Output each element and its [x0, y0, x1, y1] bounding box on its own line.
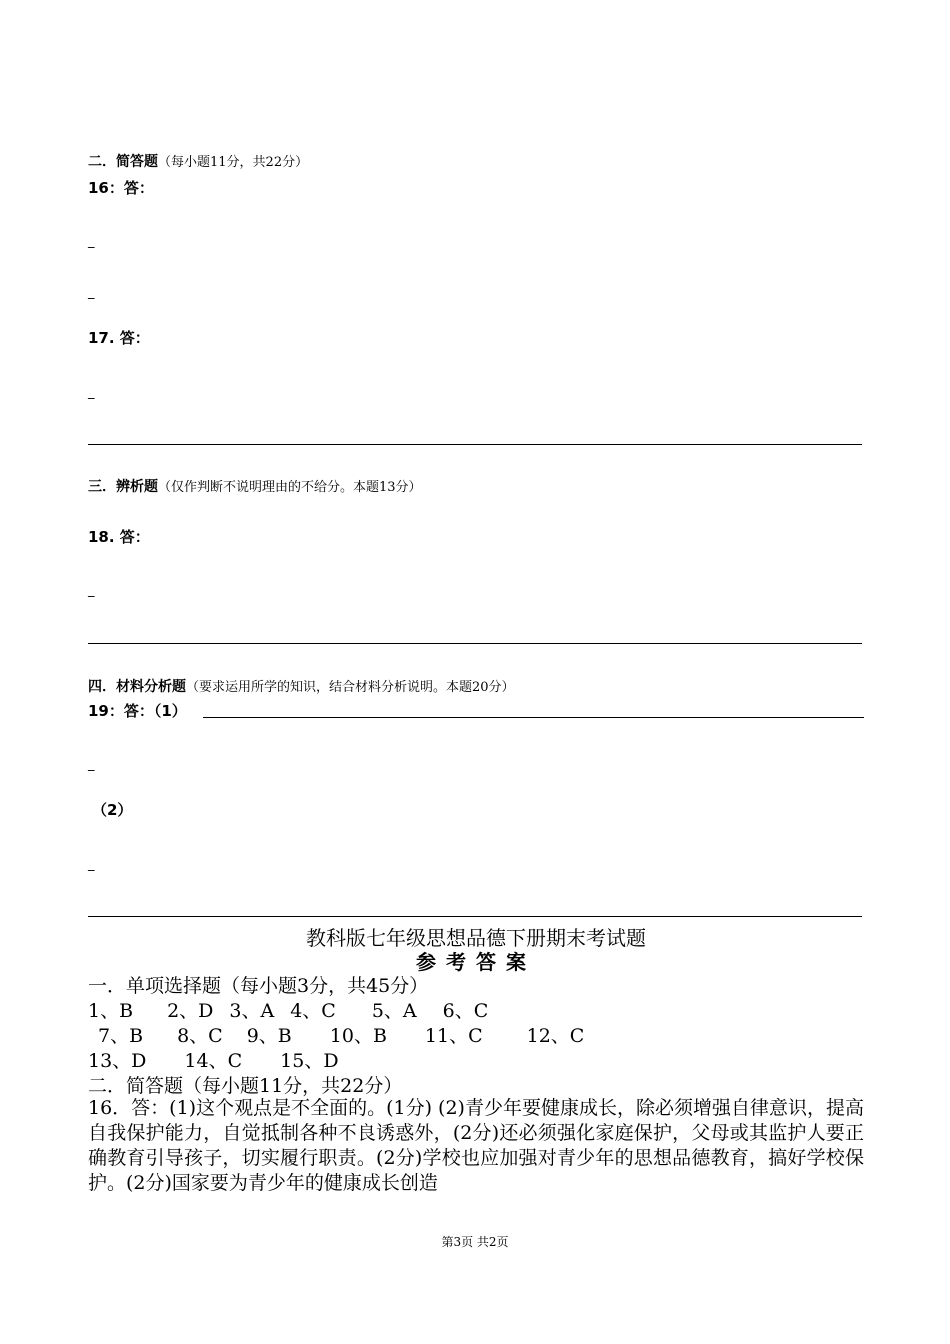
answer-item: 8、C — [177, 1025, 223, 1047]
section-4-note: （要求运用所学的知识，结合材料分析说明。本题20分） — [186, 680, 515, 695]
section-4-header — [88, 676, 515, 696]
answer-row-1 — [88, 996, 488, 1023]
answer-item: 3、A — [229, 1000, 275, 1022]
answers-title: 教科版七年级思想品德下册期末考试题 — [306, 926, 646, 950]
section-3-heading: 三．辨析题 — [88, 479, 158, 495]
section-2-heading: 二．简答题 — [88, 154, 158, 170]
answer-item: 1、B — [88, 1000, 134, 1022]
answer-blank: _ — [88, 234, 95, 249]
answer-blank: _ — [88, 385, 95, 400]
page-footer: 第3页 共2页 — [441, 1235, 509, 1249]
answer-item: 10、B — [329, 1025, 387, 1047]
answer-blank: _ — [88, 857, 95, 872]
section-3-header — [88, 476, 422, 496]
answers-subtitle: 参考答案 — [416, 950, 536, 974]
answer-item: 6、C — [442, 1000, 489, 1022]
answer-item: 7、B — [98, 1025, 144, 1047]
section-3-note: （仅作判断不说明理由的不给分。本题13分） — [158, 480, 422, 495]
answer-row-3 — [88, 1046, 339, 1073]
question-17-label: 17. 答： — [88, 329, 150, 347]
answer-16-text: 16．答：(1)这个观点是不全面的。(1分) (2)青少年要健康成长，除必须增强自律意识，提高自我保护能力，自觉抵制各种不良诱惑外，(2分)还必须强化家庭保护，父母或其监护人要正确教育引导孩子，切实履行职责。(2分)学校也应加强对青少年的思想品德教育，搞好学校保护。(2分)国家要为青少年的健康成长创造 — [88, 1097, 864, 1194]
answer-item: 4、C — [290, 1000, 336, 1022]
section-2-note: （每小题11分，共22分） — [158, 155, 309, 170]
answer-item: 2、D — [167, 1000, 214, 1022]
answers-section-1-heading: 一．单项选择题（每小题3分，共45分） — [88, 975, 429, 997]
section-2-header — [88, 151, 308, 171]
answers-section-2-heading: 二．简答题（每小题11分，共22分） — [88, 1075, 403, 1097]
answer-item: 15、D — [280, 1050, 339, 1072]
answer-item: 11、C — [424, 1025, 483, 1047]
answer-underline — [203, 717, 864, 718]
answer-item: 14、C — [184, 1050, 243, 1072]
answer-item: 9、B — [246, 1025, 292, 1047]
question-16-label: 16：答： — [88, 179, 154, 197]
divider-line — [88, 444, 862, 445]
question-19-part-2-label: （2） — [92, 801, 133, 819]
answer-blank: _ — [88, 583, 95, 598]
answer-blank: _ — [88, 757, 95, 772]
question-18-label: 18. 答： — [88, 528, 150, 546]
answer-item: 12、C — [526, 1025, 585, 1047]
answer-row-2 — [98, 1021, 584, 1048]
answer-item: 5、A — [371, 1000, 417, 1022]
question-19-label: 19：答：（1） — [88, 702, 187, 720]
answer-item: 13、D — [88, 1050, 147, 1072]
divider-line — [88, 643, 862, 644]
divider-line — [88, 916, 862, 917]
answer-blank: _ — [88, 285, 95, 300]
section-4-heading: 四．材料分析题 — [88, 679, 186, 695]
